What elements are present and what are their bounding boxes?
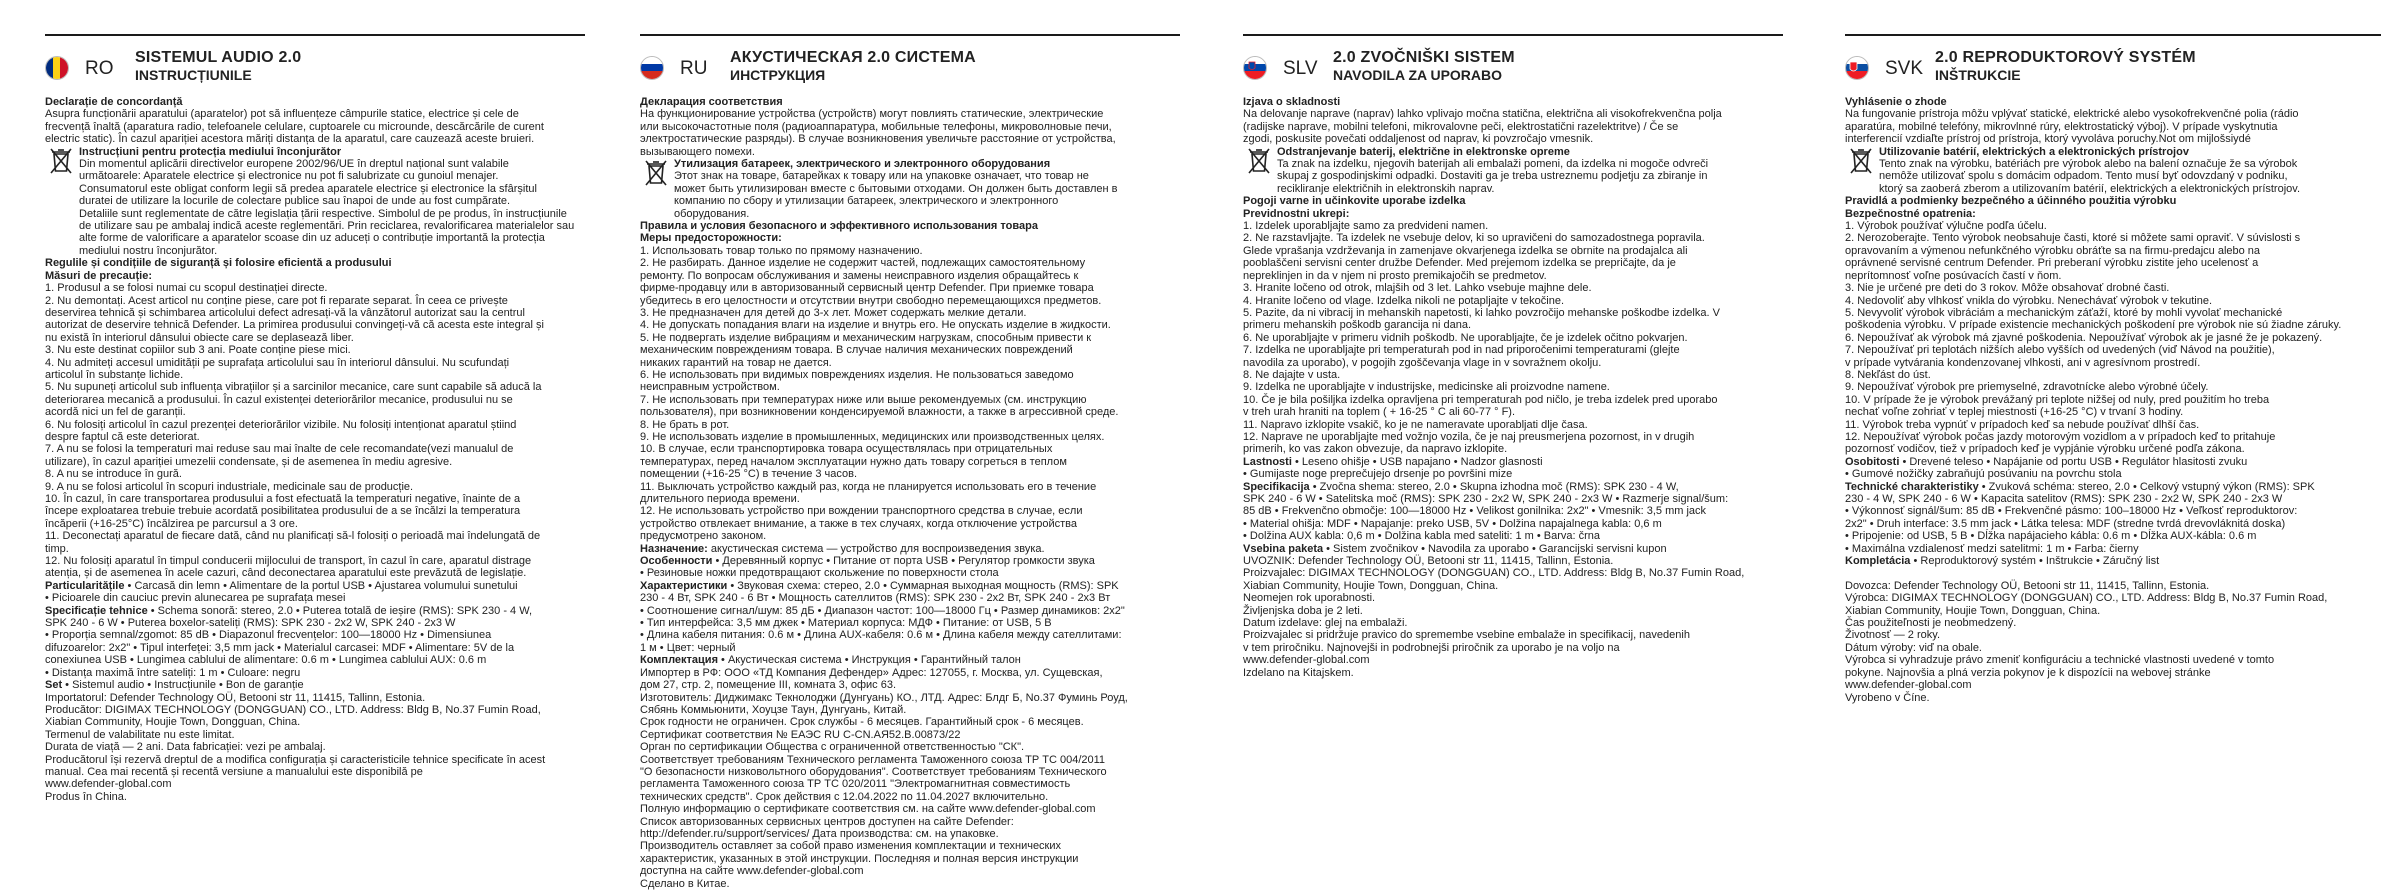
text-line: deservirea tehnică și schimbarea articolului defect adresați-vă la vânzătorul autorizat sau la centrul [45, 306, 525, 319]
text-line: Lastnosti • Leseno ohišje • USB napajano • Nadzor glasnosti [1243, 455, 1543, 468]
column-ro [45, 34, 585, 803]
text-line: 1 м • Цвет: черный [640, 641, 736, 654]
text-line: 7. Nepoužívať pri teplotách nižších alebo vyšších od uvedených (viď Návod na použitie), [1845, 344, 2275, 357]
text-line: 12. Nepoužívať výrobok počas jazdy motorovým vozidlom a v prípadoch keď to pritahuje [1845, 430, 2276, 443]
text-line: • Длина кабеля питания: 0.6 м • Длина AUX-кабеля: 0.6 м • Длина кабеля между сателлитами: [640, 629, 1122, 642]
text-line: Орган по сертификации Общества с ограниченной ответственностью "СК". [640, 741, 1025, 754]
text-line: Комплектация • Акустическая система • Инструкция • Гарантийный талон [640, 654, 1021, 667]
text-line: Сябянь Коммьюнити, Хоуцзе Таун, Дунгуань, Китай. [640, 703, 907, 716]
text-line: următoarele: Aparatele electrice și electronice nu pot fi salubrizate cu gunoiul menajer. [79, 170, 499, 183]
text-line: "О безопасности низковольтного оборудования". Соответствует требованиям Технического [640, 765, 1107, 778]
text-line: Характеристики • Звуковая схема: стерео, 2.0 • Суммарная выходная мощность (RMS): SPK [640, 579, 1119, 592]
text-line: • Gumijaste noge preprečujejo drsenje po površini mize [1243, 468, 1513, 481]
text-line: 2x2" • Druh interface: 3.5 mm jack • Látka telesa: MDF (stredne tvrdá drevovláknitá doska) [1845, 517, 2286, 530]
text-line: Regulile și condițiile de siguranță și folosire eficientă a produsului [45, 257, 392, 270]
text-line: Technické charakteristiky • Zvuková schéma: stereo, 2.0 • Celkový vstupný výkon (RMS): SPK [1845, 480, 2315, 493]
text-line: Utilizovanie batérií, elektrických a elektronických prístrojov [1879, 145, 2189, 158]
text-line: Produs în China. [45, 790, 127, 803]
text-line: Xiabian Community, Houjie Town, Dongguan, China. [45, 716, 301, 729]
text-line: • Тип интерфейса: 3,5 мм джек • Материал корпуса: МДФ • Питание: от USB, 5 В [640, 617, 1052, 630]
text-line: 1. Использовать товар только по прямому назначению. [640, 244, 923, 257]
section-subtitle: ИНСТРУКЦИЯ [730, 67, 826, 83]
text-line: conexiunea USB • Lungimea cablului de alimentare: 0.6 m • Lungimea cablului AUX: 0.6 m [45, 654, 487, 667]
text-line: 4. Nu admiteți accesul umidității pe suprafața articolului sau în interiorul dânsului. Nu scufundați [45, 356, 510, 369]
text-line: 1. Izdelek uporabljajte samo za predvideni namen. [1243, 220, 1489, 233]
column-svk [1845, 34, 2381, 704]
text-line: 1. Produsul a se folosi numai cu scopul destinației directe. [45, 282, 328, 295]
text-line: 8. Nekľást do úst. [1845, 368, 1931, 381]
text-line: Утилизация батареек, электрического и электронного оборудования [674, 158, 1051, 171]
text-line: 3. Nie je určené pre deti do 3 rokov. Môže obsahovať drobné časti. [1845, 282, 2170, 295]
text-line: frecvență înaltă (aparatura radio, telefoanele celulare, cuptoarele cu microunde, descărcările de curent [45, 120, 544, 133]
text-line: opravovaním a výmenou nefunkčného výrobku obráťte sa na firmu-predajcu alebo na [1845, 244, 2261, 257]
text-line: дом 27, стр. 2, помещение III, комната 3, офис 63. [640, 679, 897, 692]
text-line: aparatúra, mobilné telefóny, mikrovlnné rúry, elektrostatický výboj). V prípade vyskytnutia [1845, 120, 2278, 133]
text-line: autorizat de deservire tehnică Defender. La primirea produsului convingeți-vă că acesta este integral și [45, 319, 544, 332]
text-line: primeru mehanskih poškodb garancija ni dana. [1243, 319, 1472, 332]
text-line: nu există în interiorul dânsului obiecte care se deplasează liber. [45, 331, 354, 344]
text-line: 2. Не разбирать. Данное изделие не содержит частей, подлежащих самостоятельному [640, 257, 1086, 270]
text-line: timp. [45, 542, 69, 555]
text-line: Сделано в Китае. [640, 877, 730, 890]
text-line: • Dolžina AUX kabla: 0,6 m • Dolžina kabla med sateliti: 1 m • Barva: črna [1243, 530, 1600, 543]
text-line: 7. Не использовать при температурах ниже или выше рекомендуемых (см. инструкцию [640, 393, 1087, 406]
text-line: 2. Nerozoberajte. Tento výrobok neobsahuje časti, ktoré si môžete sami opraviť. V súvislosti s [1845, 232, 2301, 245]
text-line: • Distanța maximă între sateliți: 1 m • Culoare: negru [45, 666, 301, 679]
top-rule [1845, 34, 2381, 36]
text-line: recikliranje električnih in elektronskih naprav. [1277, 182, 1495, 195]
text-line: 2. Ne razstavljajte. Ta izdelek ne vsebuje delov, ki so upravičeni do samozadostnega popravila. [1243, 232, 1705, 245]
text-line: Kompletácia • Reproduktorový systém • Inštrukcie • Záručný list [1845, 555, 2160, 568]
text-line: Полную информацию о сертификате соответствия см. на сайте www.defender-global.com [640, 803, 1096, 816]
text-line: 10. În cazul, în care transportarea produsului a fost efectuată la temperaturi negative, înainte de a [45, 493, 521, 505]
text-line: • Pripojenie: od USB, 5 B • Dĺžka napájacieho kábla: 0.6 m • Dĺžka AUX-kábla: 0.6 m [1845, 530, 2257, 543]
text-line: Dátum výroby: viď na obale. [1845, 641, 1982, 654]
language-code: SVK [1885, 58, 1924, 79]
flag-svk-icon [1845, 56, 1869, 80]
text-line: Декларация соответствия [640, 96, 783, 108]
text-line: 3. Nu este destinat copiilor sub 3 ani. Poate conține piese mici. [45, 344, 351, 357]
text-line: Список авторизованных сервисных центров доступен на сайте Defender: [640, 815, 1014, 828]
text-line: 5. Nu supuneți articolul sub influența vibrațiilor și a sarcinilor mecanice, care sunt capabile să aducă la [45, 381, 542, 394]
text-line: poškodenia výrobku. V prípade existencie mechanických poškodení pre výrobok nie sú žiadne záruky. [1845, 319, 2342, 332]
text-line: фирме-продавцу или в авторизованный сервисный центр Defender. При приемке товара [640, 282, 1094, 295]
text-line: 11. Deconectați aparatul de fiecare dată, când nu planificați să-l folosiți o perioadă mai îndelungată de [45, 530, 541, 543]
text-line: Proizvajalec: DIGIMAX TECHNOLOGY (DONGGUAN) CO., LTD. Address: Bldg B, No.37 Fumin Road, [1243, 567, 1745, 580]
instructions-text [45, 96, 585, 803]
text-line: Izjava o skladnosti [1243, 96, 1341, 108]
text-line: 6. Nu folosiți articolul în cazul prezenței deteriorărilor vizibile. Nu folosiți intenționat aparatul știind [45, 418, 517, 431]
text-line: Datum izdelave: glej na embalaži. [1243, 617, 1408, 630]
text-line: Pogoji varne in učinkovite uporabe izdelka [1243, 195, 1466, 208]
text-line: 5. Nevyvoliť výrobok vibráciám a mechanickým záťaží, ktoré by mohli vyvolať mechanické [1845, 306, 2283, 319]
text-line: Изготовитель: Диджимакс Текнолоджи (Дунгуань) КО., ЛТД. Адрес: Блдг Б, No.37 Фуминь Роуд, [640, 691, 1128, 704]
text-line: 8. Не брать в рот. [640, 418, 730, 431]
column-slv [1243, 34, 1783, 679]
section-header [1243, 42, 1783, 83]
section-subtitle: NAVODILA ZA UPORABO [1333, 67, 1503, 83]
text-line: вызывающего помехи. [640, 145, 755, 158]
instructions-text [1243, 96, 1783, 679]
text-line: v prípade vytvárania kondenzovanej vlhkosti, ani v agresívnom prostredí. [1845, 356, 2201, 369]
text-line: difuzoarelor: 2x2" • Tipul interfeței: 3,5 mm jack • Materialul carcasei: MDF • Alimentare: 5V de la [45, 641, 515, 654]
text-line: Xiabian Community, Houjie Town, Dongguan, China. [1243, 579, 1499, 592]
text-line: • Соотношение сигнал/шум: 85 дБ • Диапазон частот: 100—18000 Гц • Размер динамиков: 2x2" [640, 604, 1125, 617]
text-line: Ta znak na izdelku, njegovih baterijah ali embalaži pomeni, da izdelka ni mogoče odvreči [1277, 158, 1709, 171]
text-line [1845, 567, 2381, 579]
text-line: Osobitosti • Drevené teleso • Napájanie od portu USB • Regulátor hlasitosti zvuku [1845, 455, 2248, 468]
text-line: utilizare), în cazul apariției umezelii condensate, și de asemenea în mediu agresive. [45, 455, 453, 468]
text-line: Соответствует требованиям Технического регламента Таможенного союза ТР ТС 004/2011 [640, 753, 1106, 766]
flag-ro-icon [45, 56, 69, 80]
text-line: Previdnostni ukrepi: [1243, 207, 1350, 220]
text-line: 3. Hranite ločeno od otrok, mlajših od 3 let. Lahko vsebuje majhne dele. [1243, 282, 1592, 295]
text-line: 12. Не использовать устройство при вождении транспортного средства в случае, если [640, 505, 1083, 518]
text-line: de utilizare sau pe ambalaj indică aceste reglementări. Prin reciclarea, revalorificarea materialelor sau [79, 220, 575, 233]
text-line: Durata de viață — 2 ani. Data fabricației: vezi pe ambalaj. [45, 741, 326, 754]
text-line: 7. A nu se folosi la temperaturi mai reduse sau mai înalte de cele recomandate(vezi manualul de [45, 443, 514, 456]
text-line: Vsebina paketa • Sistem zvočnikov • Navodila za uporabo • Garancijski servisni kupon [1243, 542, 1667, 555]
text-line: acordă nici un fel de garanții. [45, 406, 186, 419]
instructions-text [640, 96, 1180, 890]
text-line: deteriorarea mecanică a produsului. În cazul existenței deteriorărilor mecanice, produsului nu se [45, 393, 513, 406]
crossed-bin-icon [49, 147, 73, 175]
recycling-notice [1243, 146, 1783, 196]
text-line: 9. Nepoužívať výrobok pre priemyselné, zdravotnícke alebo výrobné účely. [1845, 381, 2209, 394]
text-line: 12. Nu folosiți aparatul în timpul conducerii mijlocului de transport, în cazul în care, aparatul distrage [45, 555, 532, 568]
text-line: Izdelano na Kitajskem. [1243, 666, 1354, 679]
text-line: 6. Ne uporabljajte v primeru vidnih poškodb. Ne uporabljajte, če je izdelek očitno pokvarjen. [1243, 331, 1688, 344]
text-line: UVOZNIK: Defender Technology OÜ, Betooni str 11, 11415, Tallinn, Estonia. [1243, 555, 1614, 568]
text-line: 230 - 4 W, SPK 240 - 6 W • Kapacita satelitov (RMS): SPK 230 - 2x2 W, SPK 240 - 2x3 W [1845, 493, 2283, 505]
text-line: Tento znak na výrobku, batériách pre výrobok alebo na balení označuje že sa výrobok [1879, 158, 2298, 171]
text-line: 11. Napravo izklopite vsakič, ko je ne nameravate uporabljati dlje časa. [1243, 418, 1588, 431]
text-line: skupaj z gospodinjskimi odpadki. Dostaviti ga je treba ustreznemu podjetju za zbiranje in [1277, 170, 1708, 183]
text-line: atenția, și de asemenea în acele cazuri, când deconectarea aparatului este prevăzută de legislație. [45, 567, 527, 580]
text-line: 10. V prípade že je výrobok prevážaný pri teplote nižšej od nuly, pred použitím ho treba [1845, 393, 2270, 406]
text-line: Glede vprašanja vzdrževanja in zamenjave okvarjenega izdelka se obrnite na prodajalca ali [1243, 244, 1688, 257]
text-line: zgodi, poskusite povečati oddaljenost od naprav, ki povzročajo vmesnik. [1243, 133, 1594, 146]
text-line: Vyhlásenie o zhode [1845, 96, 1947, 108]
text-line: Consumatorul este obligat conform legii să predea aparatele electrice și electronice la sfârșitul [79, 182, 537, 195]
text-line: Меры предосторожности: [640, 232, 782, 245]
text-line: încăperii (+16-25°C) încălzirea pe parcursul a 3 ore. [45, 517, 298, 530]
text-line: На функционирование устройства (устройств) могут повлиять статические, электрические [640, 108, 1104, 121]
text-line: SPK 240 - 6 W • Puterea boxelor-sateliți (RMS): SPK 230 - 2x2 W, SPK 240 - 2x3 W [45, 617, 456, 630]
product-title: АКУСТИЧЕСКАЯ 2.0 СИСТЕМА [730, 49, 976, 66]
recycling-notice [1845, 146, 2381, 196]
text-line: 3. Не предназначен для детей до 3-х лет. Может содержать мелкие детали. [640, 306, 1027, 319]
text-line: механическим повреждениям товара. В случае наличия механических повреждений [640, 344, 1073, 357]
text-line: Măsuri de precauție: [45, 269, 152, 282]
text-line: Сертификат соответствия № ЕАЭС RU С-CN.АЯ52.В.00873/22 [640, 728, 961, 741]
text-line: Na fungovanie prístroja môžu vplývať statické, elektrické alebo vysokofrekvenčné polia (rádio [1845, 108, 2299, 121]
crossed-bin-icon [1849, 147, 1873, 175]
text-line: Правила и условия безопасного и эффективного использования товара [640, 220, 1038, 233]
text-line: регламента Таможенного союза ТР ТС 020/2011 "Электромагнитная совместимость [640, 778, 1071, 791]
text-line: пользователя), при возникновении конденсируемой влажности, а также в агрессивной среде. [640, 406, 1119, 419]
text-line: технических средств". Срок действия с 12.04.2022 по 11.04.2027 включительно. [640, 790, 1049, 803]
recycling-notice [45, 146, 585, 258]
product-title: SISTEMUL AUDIO 2.0 [135, 49, 302, 66]
text-line: 1. Výrobok používať výlučne podľa účelu. [1845, 220, 2047, 233]
text-line: Specifikacija • Zvočna shema: stereo, 2.0 • Skupna izhodna moč (RMS): SPK 230 - 4 W, [1243, 480, 1679, 493]
text-line: доступна на сайте www.defender-global.com [640, 865, 864, 878]
text-line: 8. Ne dajajte v usta. [1243, 368, 1341, 381]
text-line: 85 dB • Frekvenčno območje: 100—18000 Hz • Velikost gonilnika: 2x2" • Vmesnik: 3,5 mm jack [1243, 505, 1707, 518]
text-line: 12. Naprave ne uporabljajte med vožnjo vozila, če je naj preusmerjena pozornost, in v drugih [1243, 430, 1695, 443]
text-line: Specificație tehnice • Schema sonoră: stereo, 2.0 • Puterea totală de ieșire (RMS): SPK 230 - 4 W, [45, 604, 533, 617]
text-line: electric static). În cazul apariției acestora măriți distanța de la aparatul, care cauzează aceste bruieri. [45, 133, 535, 146]
text-line: Životnosť — 2 roky. [1845, 629, 1941, 642]
section-header [640, 42, 1180, 83]
text-line: 8. A nu se introduce în gură. [45, 468, 182, 481]
text-line: Importatorul: Defender Technology OÜ, Betooni str 11, 11415, Tallinn, Estonia. [45, 691, 426, 704]
text-line: Импортер в РФ: ООО «ТД Компания Дефендер» Адрес: 127055, г. Москва, ул. Сущевская, [640, 666, 1103, 679]
text-line: Pravidlá a podmienky bezpečného a účinného použitia výrobku [1845, 195, 2177, 208]
text-line: www.defender-global.com [1243, 654, 1370, 667]
text-line: nechať voľne zohriať v teplej miestnosti (+16-25 °C) v trvaní 3 hodiny. [1845, 406, 2184, 419]
flag-ru-icon [640, 56, 664, 80]
text-line: 9. Izdelka ne uporabljajte v industrijske, medicinske ali proizvodne namene. [1243, 381, 1610, 394]
text-line: pooblaščeni servisni center družbe Defender. Med prejemom izdelka se prepričajte, da je [1243, 257, 1676, 270]
text-line: характеристик, указанных в этой инструкции. Последняя и полная версия инструкции [640, 852, 1079, 865]
text-line: • Material ohišja: MDF • Napajanje: preko USB, 5V • Dolžina napajalnega kabla: 0,6 m [1243, 517, 1662, 530]
flag-slv-icon [1243, 56, 1267, 80]
text-line: • Maximálna vzdialenosť medzi satelitmi: 1 m • Farba: čierny [1845, 542, 2139, 555]
text-line: длительного периода времени. [640, 493, 800, 505]
text-line: www.defender-global.com [1845, 679, 1972, 692]
text-line: помещении (+16-25 °С) в течение 3 часов. [640, 468, 858, 481]
text-line: începe exploatarea trebuie trebuie acordată posibilitatea produsului de a se încălzi la temperatura [45, 505, 521, 518]
text-line: оборудования. [674, 207, 750, 220]
section-header [45, 42, 585, 83]
text-line: 5. Не подвергать изделие вибрациям и механическим нагрузкам, способным привести к [640, 331, 1092, 344]
text-line: nepreklinjen in da v njem ni prosto premikajočih se predmetov. [1243, 269, 1547, 282]
top-rule [640, 34, 1180, 36]
text-line: despre faptul că este deteriorat. [45, 430, 200, 443]
text-line: Življenjska doba je 2 leti. [1243, 604, 1363, 617]
text-line: 11. Выключать устройство каждый раз, когда не планируется использовать его в течение [640, 480, 1097, 493]
text-line: • Výkonnosť signál/šum: 85 dB • Frekvenčné pásmo: 100–18000 Hz • Veľkosť reproduktorov: [1845, 505, 2298, 518]
crossed-bin-icon [644, 159, 668, 187]
text-line: v tem priročniku. Najnovejši in podrobnejši priročnik za uporabo je na voljo na [1243, 641, 1620, 654]
text-line: Asupra funcționării aparatului (aparatelor) pot să influențeze câmpurile statice, electrice și cele de [45, 108, 519, 121]
text-line: duratei de utilizare la locurile de colectare publice sau înapoi de unde au fost cumpărate. [79, 195, 511, 208]
text-line: 9. Не использовать изделие в промышленных, медицинских или производственных целях. [640, 430, 1105, 443]
section-subtitle: INSTRUCȚIUNILE [135, 67, 252, 83]
text-line: Výrobca si vyhradzuje právo zmeniť konfiguráciu a technické vlastnosti uvedené v tomto [1845, 654, 2275, 667]
text-line: pokyne. Najnovšia a plná verzia pokynov je k dispozícii na webovej stránke [1845, 666, 2211, 679]
text-line: убедитесь в его целостности и отсутствии внутри свободно перемещающихся предметов. [640, 294, 1102, 307]
product-title: 2.0 REPRODUKTOROVÝ SYSTÉM [1935, 49, 2196, 66]
section-header [1845, 42, 2381, 83]
text-line: ремонту. По вопросам обслуживания и замены неисправного изделия обращайтесь к [640, 269, 1079, 282]
text-line: 4. Nedovoliť aby vlhkosť vnikla do výrobku. Nenechávať výrobok v tekutine. [1845, 294, 2213, 307]
text-line: Particularitățile • Carcasă din lemn • Alimentare de la portul USB • Ajustarea volumului sunetului [45, 579, 518, 592]
text-line: 6. Nepoužívať ak výrobok má zjavné poškodenia. Nepoužívať výrobok ak je jasné že je pokazený. [1845, 331, 2323, 344]
text-line: Назначение: акустическая система — устройство для воспроизведения звука. [640, 542, 1045, 555]
text-line: 9. A nu se folosi articolul în scopuri industriale, medicinale sau de producție. [45, 480, 414, 493]
text-line: или высокочастотные поля (радиоаппаратура, мобильные телефоны, микроволновые печи, [640, 120, 1112, 133]
text-line: 7. Izdelka ne uporabljajte pri temperaturah pod in nad priporočenimi temperaturami (glejte [1243, 344, 1680, 357]
text-line: v treh urah hraniti na toplem ( + 16-25 ° C ali 60-77 ° F). [1243, 406, 1516, 419]
text-line: pozornosť vodičov, tiež v prípadoch keď je vypjánie výrobku určené podľa zákona. [1845, 443, 2245, 456]
text-line: interferencií vzdiaľte prístroj od prístroja, ktorý vyvoláva poruchy.Not om mijlošsiydé [1845, 133, 2251, 146]
text-line: http://defender.ru/support/services/ Дата производства: см. на упаковке. [640, 827, 999, 840]
text-line: navodila za uporabo), v pogojih zgoščevanja vlage in v sovražnem okolju. [1243, 356, 1602, 369]
text-line: Особенности • Деревянный корпус • Питание от порта USB • Регулятор громкости звука [640, 555, 1095, 568]
text-line: может быть утилизирован вместе с бытовыми отходами. Он должен быть доставлен в [674, 182, 1118, 195]
product-title: 2.0 ZVOČNIŠKI SISTEM [1333, 49, 1515, 66]
text-line: • Picioarele din cauciuc previn alunecarea pe suprafața mesei [45, 592, 346, 605]
language-code: RO [85, 58, 114, 79]
top-rule [45, 34, 585, 36]
text-line: Čas použiteľnosti je neobmedzený. [1845, 617, 2017, 630]
text-line: Dovozca: Defender Technology OÜ, Betooni str 11, 11415, Tallinn, Estonia. [1845, 579, 2210, 592]
text-line: 10. В случае, если транспортировка товара осуществлялась при отрицательных [640, 443, 1053, 456]
crossed-bin-icon [1247, 147, 1271, 175]
text-line: предусмотрено законом. [640, 530, 767, 543]
text-line: neprítomnosť voľne posúvacích častí v ňom. [1845, 269, 2062, 282]
text-line: Срок годности не ограничен. Срок службы - 6 месяцев. Гарантийный срок - 6 месяцев. [640, 716, 1084, 729]
text-line: никаких гарантий на товар не дается. [640, 356, 832, 369]
text-line: 10. Če je bila pošiljka izdelka opravljena pri temperaturah pod ničlo, je treba izdelek pred uporabo [1243, 393, 1718, 406]
text-line: alte forme de valorificare a aparatelor scoase din uz aduceți o contribuție importantă la protecția [79, 232, 545, 245]
text-line: Bezpečnostné opatrenia: [1845, 207, 1976, 220]
text-line: SPK 240 - 6 W • Satelitska moč (RMS): SPK 230 - 2x2 W, SPK 240 - 2x3 W • Razmerje signal/šum: [1243, 493, 1729, 505]
text-line: • Резиновые ножки предотвращают скольжение по поверхности стола [640, 567, 999, 580]
text-line: Producătorul își rezervă dreptul de a modifica configurația și caracteristicile tehnice specificate în acest [45, 753, 546, 766]
text-line: Declarație de concordanță [45, 96, 183, 108]
text-line: Detaliile sunt reglementate de către legislația țării respective. Simbolul de pe produs, în instrucțiunile [79, 207, 567, 220]
recycling-notice [640, 158, 1180, 220]
language-code: SLV [1283, 58, 1318, 79]
text-line: • Proporția semnal/zgomot: 85 dB • Diapazonul frecvențelor: 100—18000 Hz • Dimensiunea [45, 629, 492, 642]
text-line: 4. Не допускать попадания влаги на изделие и внутрь его. Не опускать изделие в жидкости. [640, 319, 1111, 332]
text-line: устройство отвлекает внимание, а также в тех случаях, когда отключение устройства [640, 517, 1077, 530]
text-line: Din momentul aplicării directivelor europene 2002/96/UE în dreptul național sunt valabile [79, 158, 509, 171]
language-code: RU [680, 58, 708, 79]
text-line: www.defender-global.com [45, 778, 172, 791]
text-line: компанию по сбору и утилизации батареек, электрического и электронного [674, 195, 1059, 208]
text-line: oprávnené servisné centrum Defender. Pri preberaní výrobku zistite jeho ucelenosť a [1845, 257, 2259, 270]
text-line: mediului nostru înconjurător. [79, 244, 218, 257]
text-line: Neomejen rok uporabnosti. [1243, 592, 1376, 605]
text-line: Производитель оставляет за собой право изменения комплектации и технических [640, 840, 1062, 853]
text-line: primerih, ko vas zakon obvezuje, da napravo izklopite. [1243, 443, 1508, 456]
text-line: электростатические разряды). В случае возникновения увеличьте расстояние от устройства, [640, 133, 1116, 146]
text-line: Xiabian Community, Houjie Town, Dongguan, China. [1845, 604, 2101, 617]
text-line: manual. Cea mai recentă și recentă versiune a manualului este disponibilă pe [45, 765, 423, 778]
text-line: articolul în substanțe lichide. [45, 368, 184, 381]
text-line: Výrobca: DIGIMAX TECHNOLOGY (DONGGUAN) CO., LTD. Address: Bldg B, No.37 Fumin Road, [1845, 592, 2328, 605]
text-line: Этот знак на товаре, батарейках к товару или на упаковке означает, что товар не [674, 170, 1089, 183]
text-line: Set • Sistemul audio • Instrucțiunile • Bon de garanție [45, 679, 304, 692]
column-ru [640, 34, 1180, 890]
text-line: Vyrobeno v Číne. [1845, 691, 1930, 704]
top-rule [1243, 34, 1783, 36]
text-line: Proizvajalec si pridržuje pravico do spremembe vsebine embalaže in specifikacij, navedenih [1243, 629, 1690, 642]
instructions-text [1845, 96, 2381, 704]
text-line: (radijske naprave, mobilni telefoni, mikrovalovne peči, elektrostatični razelektritve) / Če se [1243, 120, 1679, 133]
text-line: Termenul de valabilitate nu este limitat. [45, 728, 235, 741]
text-line: 5. Pazite, da ni vibracij in mehanskih napetosti, ki lahko povzročijo mehanske poškodbe izdelka. V [1243, 306, 1720, 319]
text-line: температурах, перед началом эксплуатации нужно дать товару согреться в теплом [640, 455, 1067, 468]
text-line: 11. Výrobok treba vypnúť v prípadoch keď sa nebude používať dlhší čas. [1845, 418, 2200, 431]
text-line: Instrucțiuni pentru protecția mediului înconjurător [79, 145, 342, 158]
text-line: 6. Не использовать при видимых повреждениях изделия. Не пользоваться заведомо [640, 368, 1074, 381]
text-line: Producător: DIGIMAX TECHNOLOGY (DONGGUAN) CO., LTD. Address: Bldg B, No.37 Fumin Road, [45, 703, 541, 716]
text-line: неисправным устройством. [640, 381, 780, 394]
section-subtitle: INŠTRUKCIE [1935, 67, 2021, 83]
text-line: Odstranjevanje baterij, električne in elektronske opreme [1277, 145, 1570, 158]
text-line: • Gumové nožičky zabraňujú posúvaniu na povrchu stola [1845, 468, 2122, 481]
text-line: 230 - 4 Вт, SPK 240 - 6 Вт • Мощность сателлитов (RMS): SPK 230 - 2x2 Вт, SPK 240 - 2x3 Вт [640, 592, 1111, 605]
text-line: nemôže utilizovať spolu s domácim odpadom. Tento musí byť odovzdaný v podniku, [1879, 170, 2288, 183]
text-line: Na delovanje naprave (naprav) lahko vplivajo močna statična, električna ali visokofrekvenčna polja [1243, 108, 1722, 121]
text-line: 2. Nu demontați. Acest articol nu conține piese, care pot fi reparate separat. În ceea ce privește [45, 294, 508, 307]
text-line: 4. Hranite ločeno od vlage. Izdelka nikoli ne potapljajte v tekočine. [1243, 294, 1565, 307]
text-line: ktorý sa zaoberá zberom a utilizovaním batérií, elektrických a elektronických prístrojov. [1879, 182, 2301, 195]
